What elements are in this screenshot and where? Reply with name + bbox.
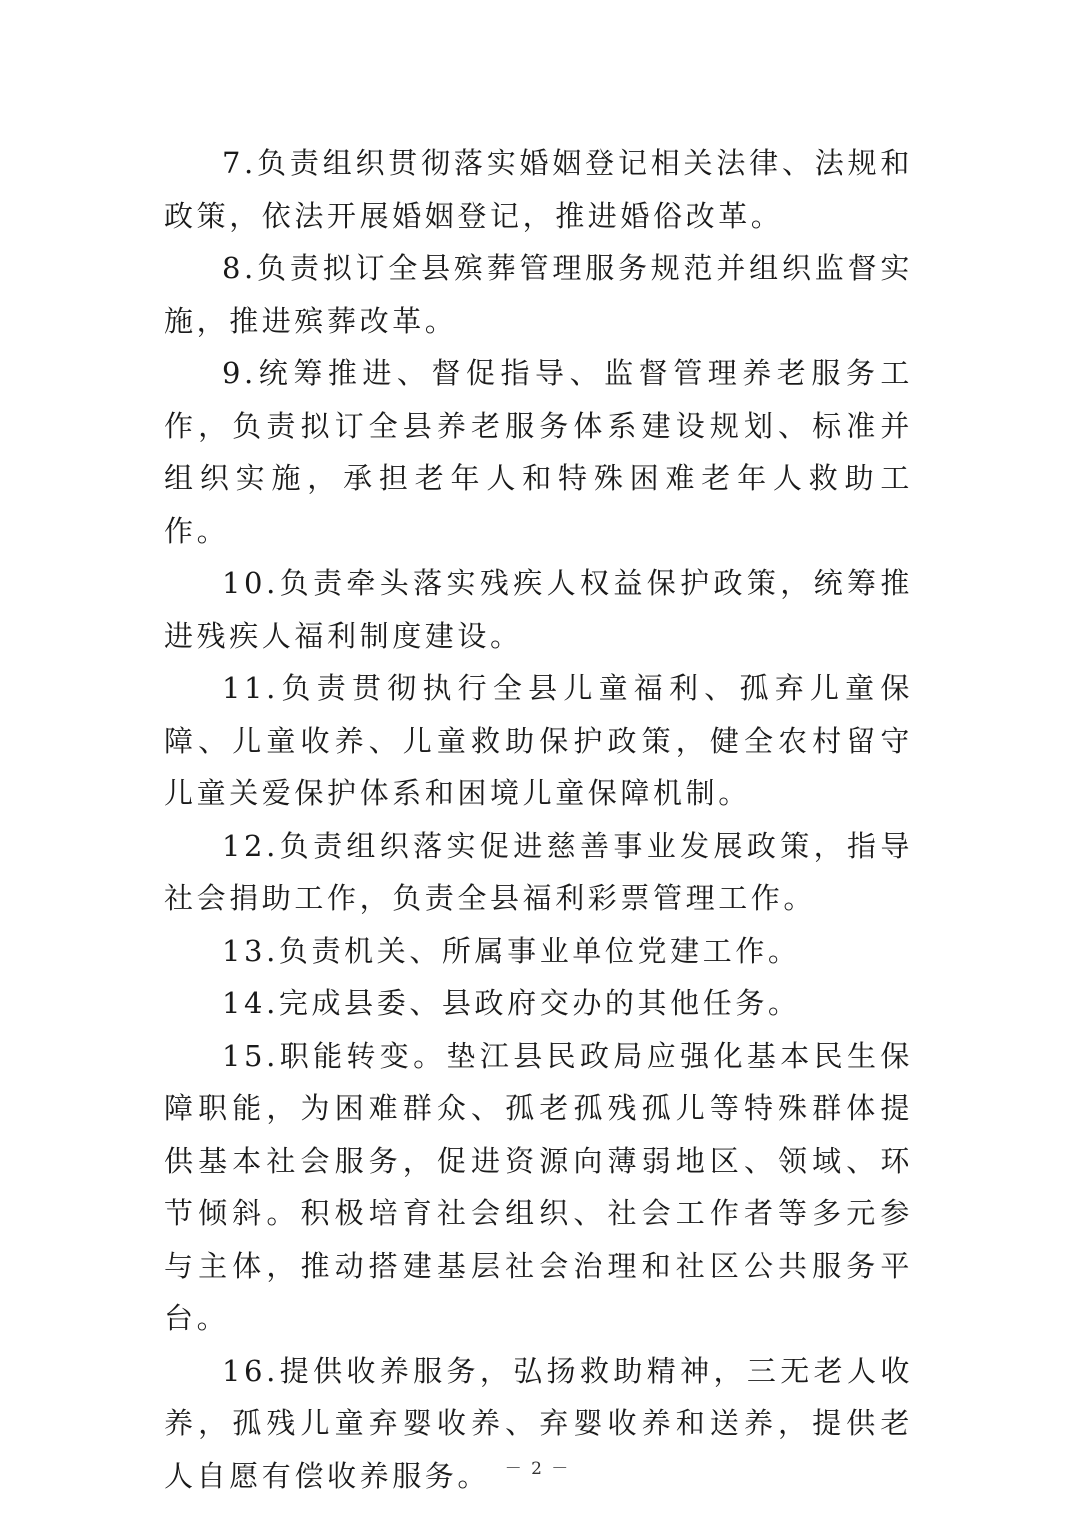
document-body [164,137,913,1502]
paragraph-item-9: 9.统筹推进、督促指导、监督管理养老服务工作，负责拟订全县养老服务体系建设规划、标准并组织实施，承担老年人和特殊困难老年人救助工作。 [164,356,913,548]
paragraph-item-11: 11.负责贯彻执行全县儿童福利、孤弃儿童保障、儿童收养、儿童救助保护政策，健全农村留守儿童关爱保护体系和困境儿童保障机制。 [164,671,913,810]
paragraph-item-8: 8.负责拟订全县殡葬管理服务规范并组织监督实施，推进殡葬改革。 [164,251,913,338]
paragraph-item-16: 16.提供收养服务，弘扬救助精神，三无老人收养，孤残儿童弃婴收养、弃婴收养和送养，提供老人自愿有偿收养服务。 [164,1353,913,1493]
paragraph-item-15: 15.职能转变。垫江县民政局应强化基本民生保障职能，为困难群众、孤老孤残孤儿等特殊群体提供基本社会服务，促进资源向薄弱地区、领域、环节倾斜。积极培育社会组织、社会工作者等多元参与主体，推动搭建基层社会治理和社区公共服务平台。 [164,1038,913,1335]
paragraph-item-14: 14.完成县委、县政府交办的其他任务。 [222,986,801,1020]
page-number: － 2 － [504,1459,571,1479]
paragraph-item-13: 13.负责机关、所属事业单位党建工作。 [222,933,801,968]
paragraph-item-7: 7.负责组织贯彻落实婚姻登记相关法律、法规和政策，依法开展婚姻登记，推进婚俗改革。 [164,146,913,233]
paragraph-item-12: 12.负责组织落实促进慈善事业发展政策，指导社会捐助工作，负责全县福利彩票管理工作。 [164,828,913,915]
paragraph-item-10: 10.负责牵头落实残疾人权益保护政策，统筹推进残疾人福利制度建设。 [164,566,913,653]
